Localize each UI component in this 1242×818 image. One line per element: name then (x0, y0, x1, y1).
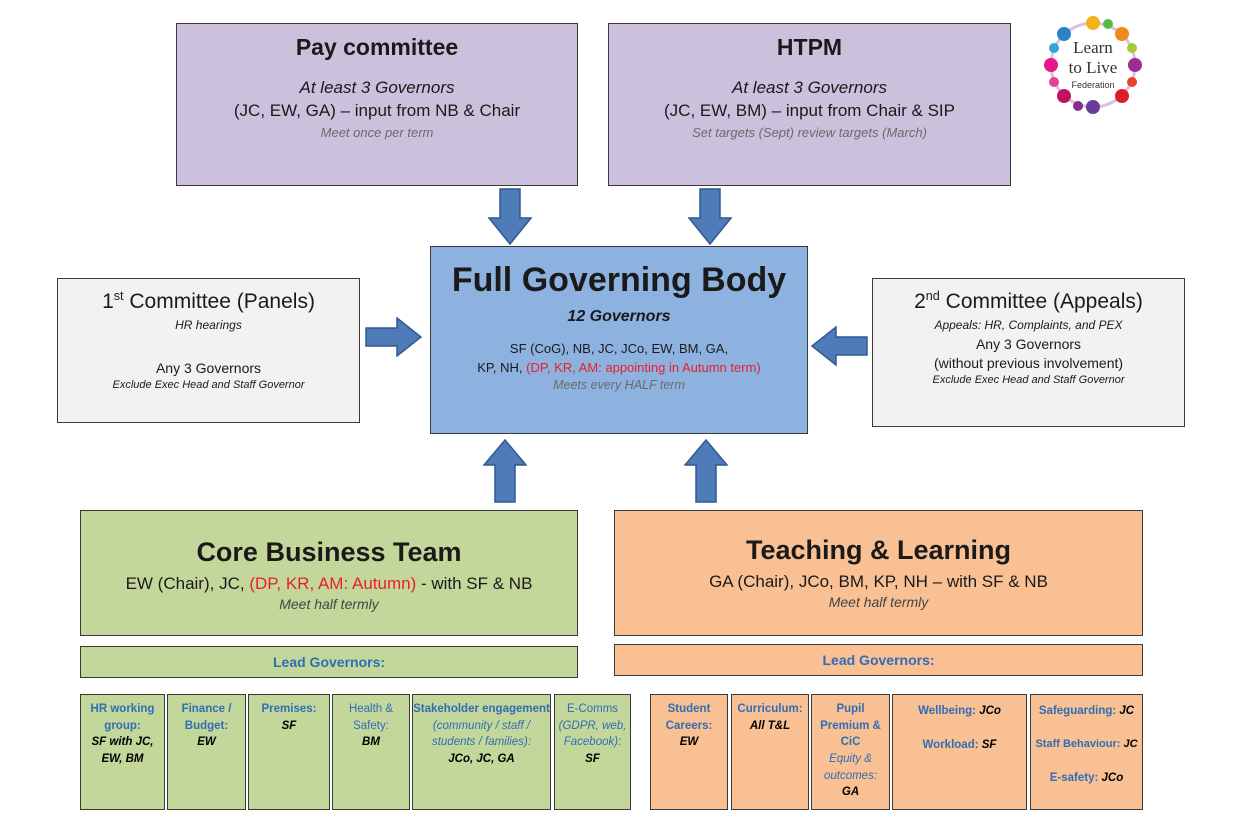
second-committee-exclusion: Exclude Exec Head and Staff Governor (932, 374, 1125, 386)
second-committee-rule2: (without previous involvement) (933, 355, 1124, 371)
htpm-note: Set targets (Sept) review targets (March) (692, 124, 927, 140)
lead-finance-governors: EW (197, 736, 216, 749)
fgb-members-line1: SF (CoG), NB, JC, JCo, EW, BM, GA, (509, 341, 729, 356)
pay-committee-subtitle: At least 3 Governors (299, 78, 455, 97)
first-committee-rule: Any 3 Governors (155, 360, 262, 376)
first-committee-title (58, 289, 359, 314)
lead-curriculum (731, 694, 809, 810)
lead-pupil-premium-heading: Pupil Premium & CiC (820, 703, 881, 749)
lead-stakeholder-governors: JCo, JC, GA (448, 753, 515, 766)
fgb-members-line2 (431, 360, 807, 375)
lead-e-safety-governor: JCo (1101, 771, 1124, 784)
lead-student-careers (650, 694, 728, 810)
second-committee-box (872, 278, 1185, 427)
logo-text-to-live: to Live (1068, 58, 1118, 77)
lead-hr-governors: SF with JC, EW, BM (91, 736, 154, 766)
fgb-title: Full Governing Body (451, 261, 787, 299)
lead-pupil-premium-scope: Equity & outcomes: (823, 753, 878, 782)
federation-logo (1040, 12, 1146, 118)
lead-premises (248, 694, 330, 810)
lead-wellbeing-workload (892, 694, 1027, 810)
htpm-members: (JC, EW, BM) – input from Chair & SIP (664, 100, 955, 120)
core-business-note: Meet half termly (279, 596, 379, 612)
lead-curriculum-governors: All T&L (749, 719, 791, 732)
fgb-members-pending: (DP, KR, AM: appointing in Autumn term) (526, 360, 761, 375)
lead-pupil-premium (811, 694, 890, 810)
core-business-members-suffix: - with SF & NB (416, 574, 533, 593)
lead-wellbeing-governor: JCo (979, 705, 1001, 717)
lead-finance-budget (167, 694, 246, 810)
teaching-lead-governors-header: Lead Governors: (614, 644, 1143, 676)
second-committee-purpose: Appeals: HR, Complaints, and PEX (934, 318, 1123, 332)
core-business-title: Core Business Team (196, 537, 462, 567)
pay-committee-note: Meet once per term (320, 124, 434, 140)
second-committee-rule: Any 3 Governors (975, 336, 1082, 352)
lead-workload-row (893, 737, 1026, 754)
pay-committee-box (176, 23, 578, 186)
first-committee-exclusion: Exclude Exec Head and Staff Governor (112, 379, 305, 391)
lead-safeguarding (1030, 694, 1143, 810)
arrow-left-appeals-icon (810, 326, 868, 366)
logo-text-federation: Federation (1071, 80, 1115, 90)
second-committee-title (873, 289, 1184, 314)
teaching-learning-title: Teaching & Learning (745, 535, 1012, 565)
lead-workload-governor: SF (981, 738, 997, 751)
core-business-team-box (80, 510, 578, 636)
lead-health-safety-heading: Health & Safety: (348, 703, 394, 732)
core-lead-governors-header: Lead Governors: (80, 646, 578, 678)
htpm-subtitle: At least 3 Governors (732, 78, 887, 97)
core-business-members (81, 574, 577, 594)
lead-hr-working-group (80, 694, 165, 810)
logo-text-learn: Learn (1073, 38, 1113, 57)
second-committee-name: Committee (Appeals) (939, 290, 1143, 313)
first-committee-name: Committee (Panels) (123, 290, 315, 313)
lead-hr-heading: HR working group: (90, 703, 155, 732)
lead-e-comms-governors: SF (585, 753, 600, 766)
lead-finance-heading: Finance / Budget: (181, 703, 232, 732)
first-committee-box (57, 278, 360, 423)
lead-careers-heading: Student Careers: (665, 703, 713, 732)
arrow-up-core-icon (483, 439, 527, 503)
lead-e-comms (554, 694, 631, 810)
arrow-down-pay-icon (488, 188, 532, 246)
lead-e-safety-heading: E-safety: (1049, 771, 1099, 784)
lead-premises-heading: Premises: (261, 703, 317, 715)
lead-staff-behaviour-governor: JC (1123, 737, 1138, 750)
lead-safeguarding-row (1031, 703, 1142, 720)
lead-stakeholder-engagement (412, 694, 551, 810)
lead-safeguarding-heading: Safeguarding: (1038, 705, 1117, 717)
htpm-title: HTPM (776, 34, 843, 60)
arrow-up-teaching-icon (684, 439, 728, 503)
pay-committee-members: (JC, EW, GA) – input from NB & Chair (233, 100, 521, 120)
arrow-right-panels-icon (365, 317, 423, 357)
lead-e-comms-scope: (GDPR, web, Facebook): (558, 719, 627, 749)
lead-premises-governors: SF (281, 719, 297, 732)
teaching-learning-note: Meet half termly (828, 594, 929, 610)
teaching-learning-box (614, 510, 1143, 636)
lead-wellbeing-heading: Wellbeing: (918, 705, 976, 717)
arrow-down-htpm-icon (688, 188, 732, 246)
pay-committee-title: Pay committee (295, 34, 459, 60)
full-governing-body-box (430, 246, 808, 434)
fgb-count: 12 Governors (567, 308, 671, 325)
lead-workload-heading: Workload: (922, 738, 979, 751)
teaching-learning-members: GA (Chair), JCo, BM, KP, NH – with SF & NB (709, 572, 1048, 591)
second-committee-ordinal: 2 (914, 290, 926, 313)
lead-careers-governors: EW (679, 736, 699, 749)
lead-wellbeing-row (893, 703, 1026, 720)
lead-stakeholder-heading: Stakeholder engagement (413, 703, 550, 715)
htpm-box (608, 23, 1011, 186)
lead-staff-behaviour-heading: Staff Behaviour: (1035, 737, 1121, 750)
core-business-members-prefix: EW (Chair), JC, (125, 574, 250, 593)
first-committee-purpose: HR hearings (175, 318, 242, 332)
first-committee-ordinal: 1 (102, 290, 114, 313)
fgb-note: Meets every HALF term (553, 378, 685, 392)
fgb-members-prefix: KP, NH, (477, 360, 527, 375)
second-committee-ordinal-suffix: nd (925, 289, 940, 303)
first-committee-ordinal-suffix: st (113, 289, 124, 303)
lead-e-comms-heading: E-Comms (566, 703, 619, 715)
lead-health-safety-governors: BM (362, 736, 380, 749)
lead-safeguarding-governor: JC (1119, 705, 1135, 717)
lead-e-safety-row (1031, 770, 1142, 787)
core-business-members-pending: (DP, KR, AM: Autumn) (249, 574, 417, 593)
lead-pupil-premium-governors: GA (841, 786, 860, 799)
lead-stakeholder-scope: (community / staff / students / families): (431, 719, 532, 749)
lead-health-safety (332, 694, 410, 810)
lead-curriculum-heading: Curriculum: (737, 703, 803, 715)
lead-staff-behaviour-row (1031, 737, 1142, 753)
